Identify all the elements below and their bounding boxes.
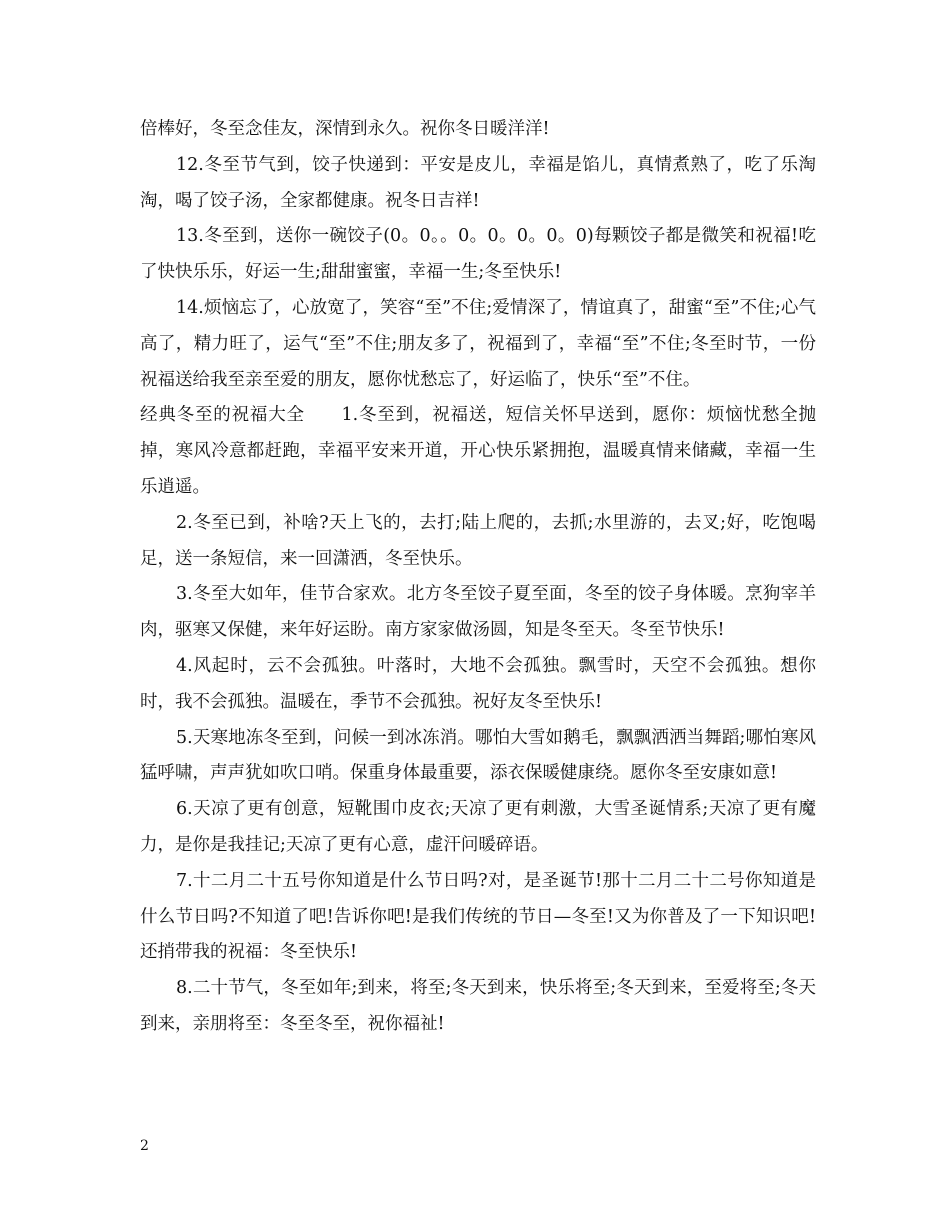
paragraph: 12.冬至节气到，饺子快递到：平安是皮儿，幸福是馅儿，真情煮熟了，吃了乐淘淘，喝了饺子汤，全家都健康。祝冬日吉祥!: [140, 154, 816, 211]
paragraph: 3.冬至大如年，佳节合家欢。北方冬至饺子夏至面，冬至的饺子身体暖。烹狗宰羊肉，驱寒又保健，来年好运盼。南方家家做汤圆，知是冬至天。冬至节快乐!: [140, 584, 816, 641]
paragraph: 6.天凉了更有创意，短靴围巾皮衣;天凉了更有刺激，大雪圣诞情系;天凉了更有魔力，是你是我挂记;天凉了更有心意，虚汗问暖碎语。: [140, 799, 816, 855]
paragraph: 倍棒好，冬至念佳友，深情到永久。祝你冬日暖洋洋!: [140, 119, 550, 139]
paragraph: 2.冬至已到，补啥?天上飞的，去打;陆上爬的，去抓;水里游的，去叉;好，吃饱喝足，送一条短信，来一回潇洒，冬至快乐。: [140, 512, 816, 569]
paragraph: 7.十二月二十五号你知道是什么节日吗?对，是圣诞节!那十二月二十二号你知道是什么节日吗?不知道了吧!告诉你吧!是我们传统的节日—冬至!又为你普及了一下知识吧!还捎带我的祝福：冬至快乐!: [140, 870, 816, 963]
paragraph: 8.二十节气，冬至如年;到来，将至;冬天到来，快乐将至;冬天到来，至爱将至;冬天到来，亲朋将至：冬至冬至，祝你福祉!: [140, 978, 816, 1034]
section-paragraph: 经典冬至的祝福大全 1.冬至到，祝福送，短信关怀早送到，愿你：烦恼忧愁全抛掉，寒风冷意都赶跑，幸福平安来开道，开心快乐紧拥抱，温暖真情来储藏，幸福一生乐逍遥。: [140, 405, 816, 497]
paragraph: 4.风起时，云不会孤独。叶落时，大地不会孤独。飘雪时，天空不会孤独。想你时，我不会孤独。温暖在，季节不会孤独。祝好友冬至快乐!: [140, 655, 816, 712]
page-number: 2: [140, 1138, 149, 1154]
paragraph: 5.天寒地冻冬至到，问候一到冰冻消。哪怕大雪如鹅毛，飘飘洒洒当舞蹈;哪怕寒风猛呼啸，声声犹如吹口哨。保重身体最重要，添衣保暖健康绕。愿你冬至安康如意!: [140, 727, 816, 784]
document-body: [140, 112, 816, 1043]
paragraph: 13.冬至到，送你一碗饺子(0。0。。0。0。0。0。0)每颗饺子都是微笑和祝福!吃了快快乐乐，好运一生;甜甜蜜蜜，幸福一生;冬至快乐!: [140, 226, 816, 283]
paragraph: 14.烦恼忘了，心放宽了，笑容“至”不住;爱情深了，情谊真了，甜蜜“至”不住;心气高了，精力旺了，运气“至”不住;朋友多了，祝福到了，幸福“至”不住;冬至时节，一份祝福送给我至亲至爱的朋友，愿你忧愁忘了，好运临了，快乐“至”不住。: [140, 297, 816, 390]
